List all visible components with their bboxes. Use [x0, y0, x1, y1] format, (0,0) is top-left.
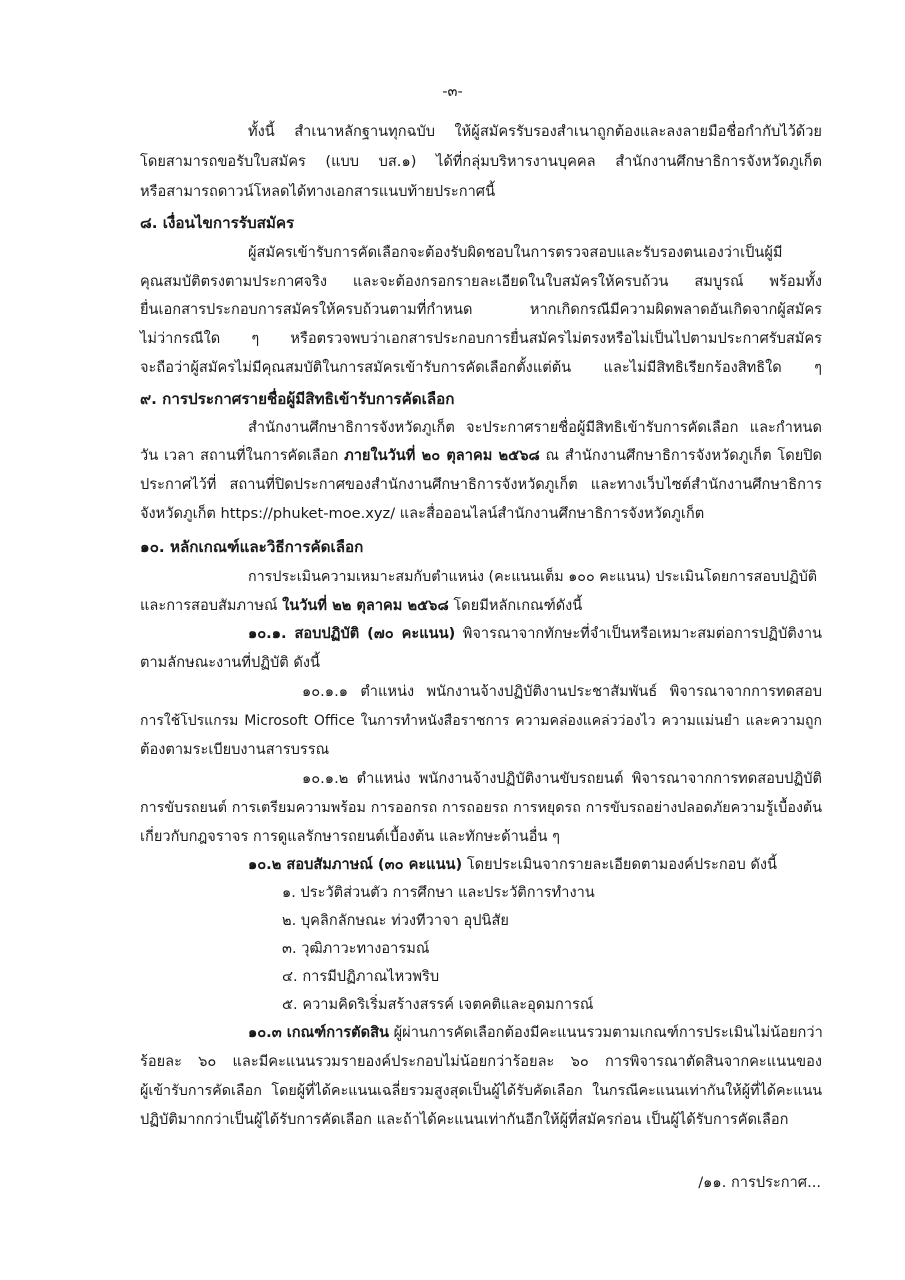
interview-item: ๓. วุฒิภาวะทางอารมณ์	[282, 940, 430, 957]
subsection-10-1-1-line-2: การใช้โปรแกรม Microsoft Office ในการทำหนังสือราชการ ความคล่องแคล่วว่องไว ความแม่นยำ และความถูก	[140, 713, 822, 729]
section-9-text: วัน เวลา สถานที่ในการคัดเลือก	[140, 447, 345, 464]
subsection-10-2-title: ๑๐.๒ สอบสัมภาษณ์ (๓๐ คะแนน)	[248, 856, 463, 873]
subsection-10-1-line-2: ตามลักษณะงานที่ปฏิบัติ ดังนี้	[140, 654, 321, 671]
subsection-10-3-text: ผู้ผ่านการคัดเลือกต้องมีคะแนนรวมตามเกณฑ์การประเมินไม่น้อยกว่า	[388, 1024, 823, 1041]
subsection-10-2-text: โดยประเมินจากรายละเอียดตามองค์ประกอบ ดังนี้	[462, 856, 777, 873]
subsection-10-3-line-1	[248, 1021, 822, 1045]
section-9-line-2	[140, 444, 822, 468]
subsection-10-1-1-line-1: ๑๐.๑.๑ ตำแหน่ง พนักงานจ้างปฏิบัติงานประชาสัมพันธ์ พิจารณาจากการทดสอบ	[302, 683, 822, 700]
announce-date: ภายในวันที่ ๒๐ ตุลาคม ๒๕๖๘	[344, 447, 540, 464]
para-copy-line-3: หรือสามารถดาวน์โหลดได้ทางเอกสารแนบท้ายประกาศนี้	[140, 183, 496, 200]
subsection-10-1-text: พิจารณาจากทักษะที่จำเป็นหรือเหมาะสมต่อการปฏิบัติงาน	[455, 625, 822, 642]
subsection-10-1-2-line-1: ๑๐.๑.๒ ตำแหน่ง พนักงานจ้างปฏิบัติงานขับรถยนต์ พิจารณาจากการทดสอบปฏิบัติ	[302, 770, 822, 787]
section-8-line-1: ผู้สมัครเข้ารับการคัดเลือกจะต้องรับผิดชอบในการตรวจสอบและรับรองตนเองว่าเป็นผู้มี	[248, 244, 783, 261]
subsection-10-3-line-2: ร้อยละ ๖๐ และมีคะแนนรวมรายองค์ประกอบไม่น้อยกว่าร้อยละ ๖๐ การพิจารณาตัดสินจากคะแนนของ	[140, 1053, 822, 1070]
subsection-10-1-2-line-2: การขับรถยนต์ การเตรียมความพร้อม การออกรถ การถอยรถ การหยุดรถ การขับรถอย่างปลอดภัยความรู้เบื้องต้น	[140, 800, 822, 816]
page-number: -๓-	[442, 83, 463, 100]
section-10-text: โดยมีหลักเกณฑ์ดังนี้	[448, 597, 583, 614]
interview-item: ๕. ความคิดริเริ่มสร้างสรรค์ เจตคติและอุดมการณ์	[282, 996, 594, 1013]
section-8-line-5: จะถือว่าผู้สมัครไม่มีคุณสมบัติในการสมัครเข้ารับการคัดเลือกตั้งแต่ต้น และไม่มีสิทธิเรียกร้องสิทธิใด ๆ	[140, 359, 822, 376]
interview-item: ๑. ประวัติส่วนตัว การศึกษา และประวัติการทำงาน	[282, 884, 595, 901]
para-copy-line-2: โดยสามารถขอรับใบสมัคร (แบบ บส.๑) ได้ที่กลุ่มบริหารงานบุคคล สำนักงานศึกษาธิการจังหวัดภูเก็ต	[140, 153, 822, 170]
continuation-note: /๑๑. การประกาศ...	[698, 1174, 821, 1191]
subsection-10-3-title: ๑๐.๓ เกณฑ์การตัดสิน	[248, 1024, 389, 1041]
para-copy-line-1: ทั้งนี้ สำเนาหลักฐานทุกฉบับ ให้ผู้สมัครรับรองสำเนาถูกต้องและลงลายมือชื่อกำกับไว้ด้วย	[248, 123, 822, 140]
section-10-heading: ๑๐. หลักเกณฑ์และวิธีการคัดเลือก	[140, 538, 364, 556]
subsection-10-1-1-line-3: ต้องตามระเบียบงานสารบรรณ	[140, 741, 330, 758]
subsection-10-1-title: ๑๐.๑. สอบปฏิบัติ (๗๐ คะแนน)	[248, 625, 456, 642]
subsection-10-1-2-line-3: เกี่ยวกับกฎจราจร การดูแลรักษารถยนต์เบื้องต้น และทักษะด้านอื่น ๆ	[140, 828, 560, 845]
subsection-10-3-line-4: ปฏิบัติมากกว่าเป็นผู้ได้รับการคัดเลือก และถ้าได้คะแนนเท่ากันอีกให้ผู้ที่สมัครก่อน เป็นผู้ได้รับการคัดเลือก	[140, 1111, 789, 1128]
section-8-line-4: ไม่ว่ากรณีใด ๆ หรือตรวจพบว่าเอกสารประกอบการยื่นสมัครไม่ตรงหรือไม่เป็นไปตามประกาศรับสมัคร	[140, 330, 822, 347]
section-9-line-3: ประกาศไว้ที่ สถานที่ปิดประกาศของสำนักงานศึกษาธิการจังหวัดภูเก็ต และทางเว็บไซต์สำนักงานศึกษาธิการ	[140, 476, 822, 493]
section-9-text: ณ สำนักงานศึกษาธิการจังหวัดภูเก็ต โดยปิด	[539, 447, 823, 464]
exam-date: ในวันที่ ๒๒ ตุลาคม ๒๕๖๘	[282, 597, 449, 614]
interview-item: ๒. บุคลิกลักษณะ ท่วงทีวาจา อุปนิสัย	[282, 912, 509, 929]
section-10-line-2	[140, 594, 822, 618]
section-10-line-1: การประเมินความเหมาะสมกับตำแหน่ง (คะแนนเต็ม ๑๐๐ คะแนน) ประเมินโดยการสอบปฏิบัติ	[248, 569, 818, 585]
section-9-line-4: จังหวัดภูเก็ต https://phuket-moe.xyz/ และสื่อออนไลน์สำนักงานศึกษาธิการจังหวัดภูเก็ต	[140, 505, 705, 522]
interview-item: ๔. การมีปฏิภาณไหวพริบ	[282, 968, 440, 985]
subsection-10-2-line-1	[248, 853, 822, 877]
section-9-heading: ๙. การประกาศรายชื่อผู้มีสิทธิเข้ารับการคัดเลือก	[140, 390, 455, 408]
section-10-text: และการสอบสัมภาษณ์	[140, 597, 283, 614]
subsection-10-1-line-1	[248, 622, 822, 646]
section-8-line-3: ยื่นเอกสารประกอบการสมัครให้ครบถ้วนตามที่กำหนด หากเกิดกรณีมีความผิดพลาดอันเกิดจากผู้สมัคร	[140, 301, 822, 318]
section-8-line-2: คุณสมบัติตรงตามประกาศจริง และจะต้องกรอกรายละเอียดในใบสมัครให้ครบถ้วน สมบูรณ์ พร้อมทั้ง	[140, 273, 822, 290]
section-8-heading: ๘. เงื่อนไขการรับสมัคร	[140, 214, 295, 232]
subsection-10-3-line-3: ผู้เข้ารับการคัดเลือก โดยผู้ที่ได้คะแนนเฉลี่ยรวมสูงสุดเป็นผู้ได้รับคัดเลือก ในกรณีคะแนนเท่ากันให้ผู้ที่ได้คะแนน	[140, 1083, 822, 1099]
section-9-line-1: สำนักงานศึกษาธิการจังหวัดภูเก็ต จะประกาศรายชื่อผู้มีสิทธิเข้ารับการคัดเลือก และกำหนด	[248, 419, 822, 436]
